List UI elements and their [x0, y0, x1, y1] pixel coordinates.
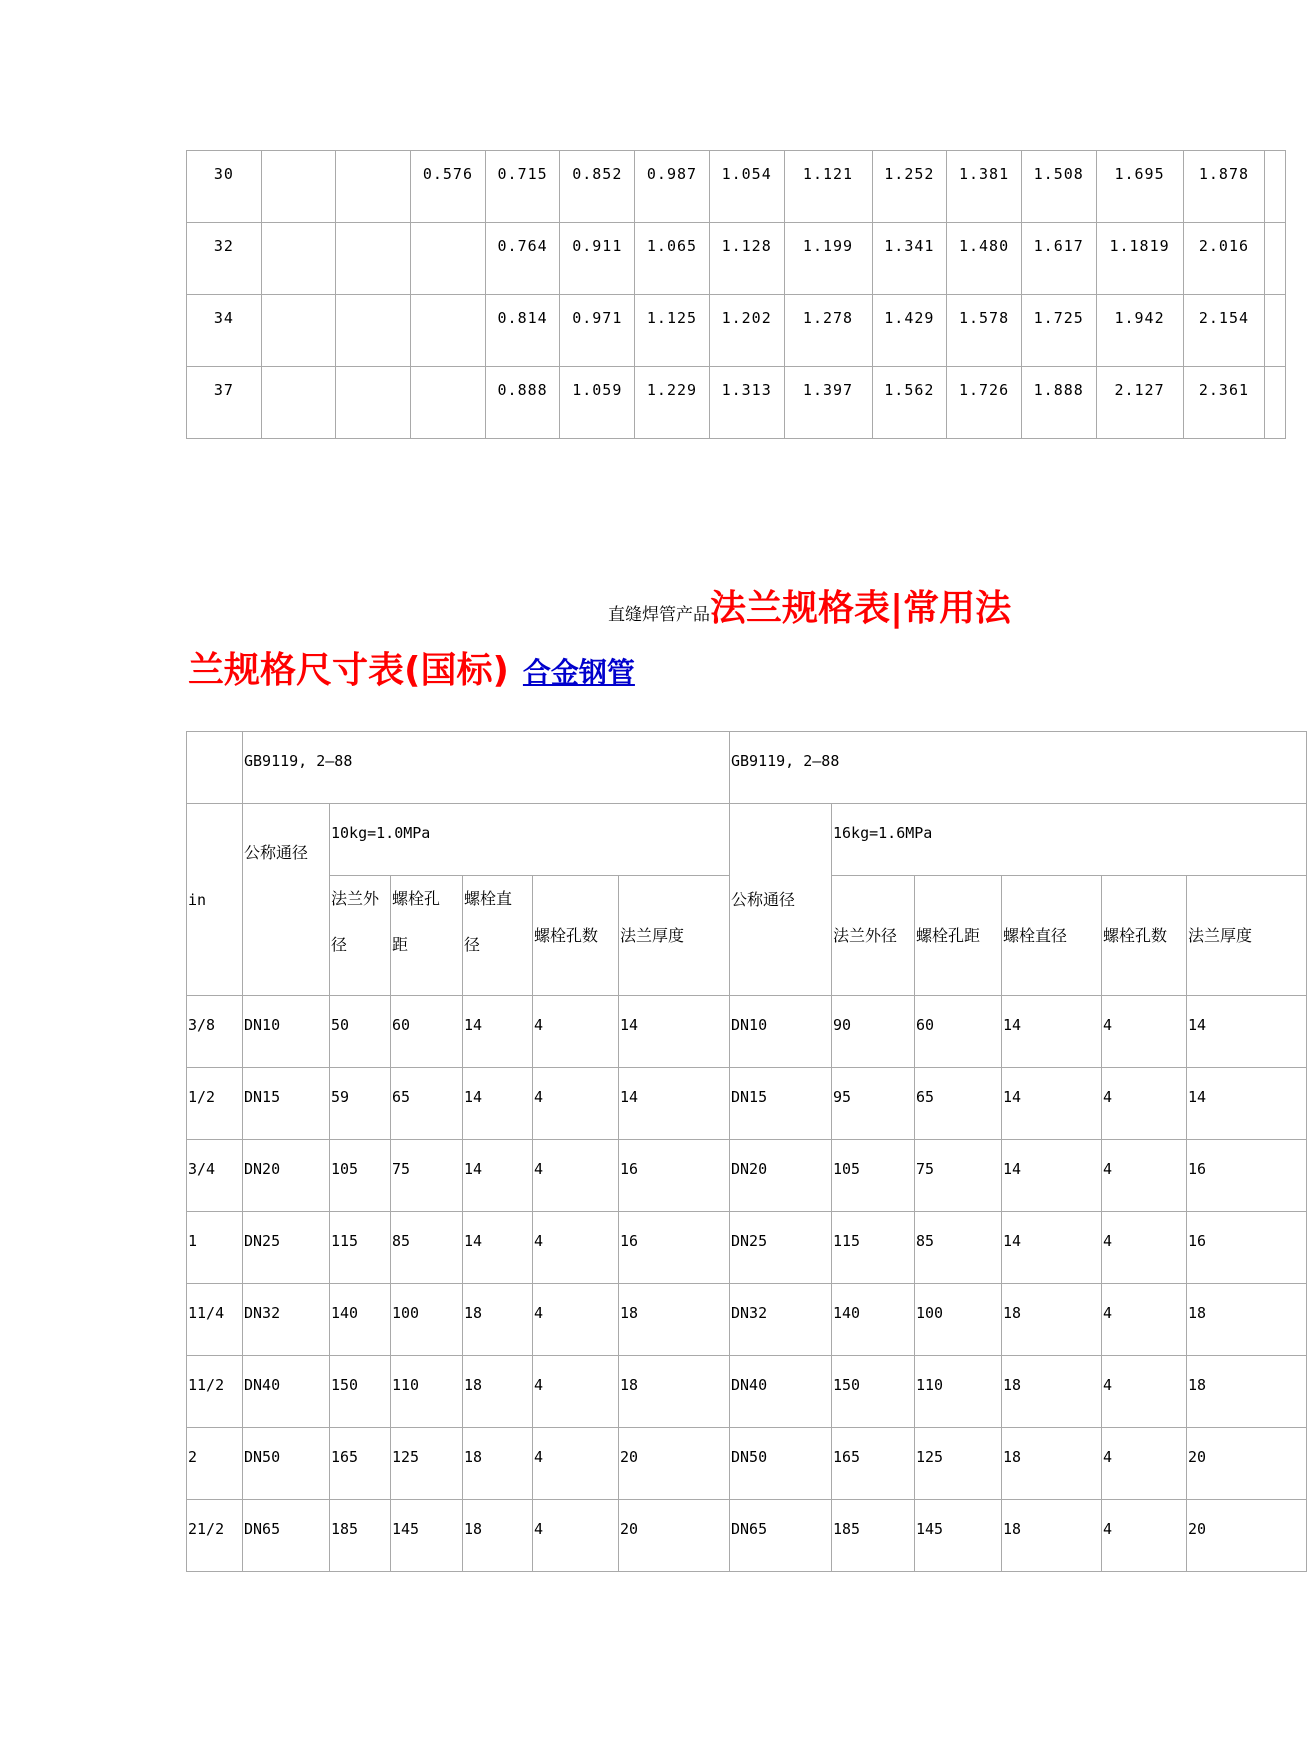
table-cell: DN25: [243, 1212, 330, 1284]
table-cell: 4: [533, 996, 619, 1068]
value-cell: [1265, 151, 1286, 223]
value-cell: 1.397: [784, 367, 872, 439]
table-cell: 95: [832, 1068, 915, 1140]
header-bolt-dia-right: 螺栓直径: [1002, 876, 1102, 996]
table-cell: 115: [832, 1212, 915, 1284]
table-cell: 14: [1002, 1140, 1102, 1212]
nominal-header-right: 公称通径: [730, 804, 832, 996]
table-cell: DN32: [243, 1284, 330, 1356]
title-line-1: [608, 580, 1011, 631]
value-cell: [411, 367, 486, 439]
value-cell: 0.764: [485, 223, 560, 295]
value-cell: 1.695: [1096, 151, 1183, 223]
size-cell: 32: [187, 223, 262, 295]
value-cell: 0.852: [560, 151, 635, 223]
table-cell: DN65: [243, 1500, 330, 1572]
table-cell: DN40: [730, 1356, 832, 1428]
table-row: [187, 1068, 1307, 1140]
flange-spec-table-wrapper: [186, 731, 1253, 1581]
table-cell: DN15: [243, 1068, 330, 1140]
table-cell: 20: [619, 1500, 730, 1572]
table-cell: 65: [915, 1068, 1002, 1140]
value-cell: 1.121: [784, 151, 872, 223]
table-cell: 85: [391, 1212, 463, 1284]
table-cell: 14: [1002, 996, 1102, 1068]
table-cell: 4: [533, 1140, 619, 1212]
value-cell: 1.065: [635, 223, 710, 295]
table-row: [187, 996, 1307, 1068]
in-header: in: [187, 804, 243, 996]
value-cell: 1.480: [947, 223, 1022, 295]
table-cell: DN65: [730, 1500, 832, 1572]
table-cell: 14: [463, 1068, 533, 1140]
table-cell: 4: [1102, 1428, 1187, 1500]
table-cell: DN15: [730, 1068, 832, 1140]
table-cell: 3/8: [187, 996, 243, 1068]
corner-cell: [187, 732, 243, 804]
table-cell: 14: [1002, 1212, 1102, 1284]
value-cell: 2.127: [1096, 367, 1183, 439]
table-cell: DN20: [243, 1140, 330, 1212]
value-cell: 1.508: [1021, 151, 1096, 223]
value-cell: 0.888: [485, 367, 560, 439]
header-bolt-count-right: 螺栓孔数: [1102, 876, 1187, 996]
table-cell: 4: [533, 1500, 619, 1572]
table-cell: 50: [330, 996, 391, 1068]
page-title-part1: 法兰规格表|常用法: [710, 588, 1012, 629]
value-cell: 1.128: [709, 223, 784, 295]
flange-spec-table: [186, 731, 1307, 1572]
table-row: [187, 1140, 1307, 1212]
table-cell: 59: [330, 1068, 391, 1140]
table-cell: 4: [533, 1356, 619, 1428]
value-cell: 1.054: [709, 151, 784, 223]
header-bolt-pitch-right: 螺栓孔距: [915, 876, 1002, 996]
table-cell: 90: [832, 996, 915, 1068]
table-cell: 4: [533, 1212, 619, 1284]
value-cell: 1.942: [1096, 295, 1183, 367]
wall-thickness-table: [186, 150, 1286, 439]
table-cell: 4: [1102, 996, 1187, 1068]
value-cell: [1265, 223, 1286, 295]
table-cell: 14: [619, 1068, 730, 1140]
table-cell: 18: [1187, 1356, 1307, 1428]
table-cell: 18: [1002, 1428, 1102, 1500]
table-cell: 1/2: [187, 1068, 243, 1140]
value-cell: [261, 295, 336, 367]
value-cell: 1.429: [872, 295, 947, 367]
table-cell: 60: [915, 996, 1002, 1068]
table-cell: DN40: [243, 1356, 330, 1428]
table-cell: 1: [187, 1212, 243, 1284]
table-cell: 105: [330, 1140, 391, 1212]
value-cell: [411, 223, 486, 295]
table-row: [187, 1500, 1307, 1572]
table-cell: 14: [1002, 1068, 1102, 1140]
table-cell: 18: [1002, 1284, 1102, 1356]
table-cell: 185: [832, 1500, 915, 1572]
table-cell: 18: [463, 1500, 533, 1572]
pressure-header-row: [187, 804, 1307, 876]
table-cell: 14: [1187, 1068, 1307, 1140]
table-row: [187, 1212, 1307, 1284]
header-flange-od-left: 法兰外径: [330, 876, 391, 996]
value-cell: [411, 295, 486, 367]
table-cell: DN25: [730, 1212, 832, 1284]
value-cell: 1.229: [635, 367, 710, 439]
table-cell: 18: [463, 1284, 533, 1356]
table-cell: 100: [391, 1284, 463, 1356]
value-cell: [336, 151, 411, 223]
header-flange-thk-right: 法兰厚度: [1187, 876, 1307, 996]
table-cell: 16: [1187, 1212, 1307, 1284]
header-bolt-count-left: 螺栓孔数: [533, 876, 619, 996]
table-cell: 20: [619, 1428, 730, 1500]
value-cell: [261, 367, 336, 439]
table-cell: 140: [832, 1284, 915, 1356]
table-cell: DN10: [243, 996, 330, 1068]
value-cell: 2.361: [1183, 367, 1265, 439]
table-cell: 125: [915, 1428, 1002, 1500]
table-row: [187, 1428, 1307, 1500]
table-row: [187, 223, 1286, 295]
table-cell: 14: [463, 1140, 533, 1212]
size-cell: 30: [187, 151, 262, 223]
table-cell: 110: [391, 1356, 463, 1428]
table-cell: DN10: [730, 996, 832, 1068]
table-cell: 11/4: [187, 1284, 243, 1356]
nominal-header-left: 公称通径: [243, 804, 330, 996]
wall-thickness-table-wrapper: [186, 150, 1250, 446]
table-cell: 140: [330, 1284, 391, 1356]
header-flange-od-right: 法兰外径: [832, 876, 915, 996]
table-cell: 18: [1002, 1356, 1102, 1428]
table-cell: 21/2: [187, 1500, 243, 1572]
alloy-steel-pipe-link[interactable]: 合金钢管: [522, 656, 635, 689]
value-cell: 1.125: [635, 295, 710, 367]
table-cell: 11/2: [187, 1356, 243, 1428]
standard-header-row: [187, 732, 1307, 804]
value-cell: 1.278: [784, 295, 872, 367]
header-bolt-pitch-left: 螺栓孔距: [391, 876, 463, 996]
value-cell: 0.911: [560, 223, 635, 295]
table-cell: 4: [1102, 1068, 1187, 1140]
value-cell: 1.578: [947, 295, 1022, 367]
table-cell: 16: [1187, 1140, 1307, 1212]
value-cell: 1.562: [872, 367, 947, 439]
table-cell: 110: [915, 1356, 1002, 1428]
table-cell: 20: [1187, 1500, 1307, 1572]
table-cell: 145: [391, 1500, 463, 1572]
value-cell: 1.059: [560, 367, 635, 439]
value-cell: [261, 151, 336, 223]
table-cell: 65: [391, 1068, 463, 1140]
table-cell: 2: [187, 1428, 243, 1500]
table-row: [187, 367, 1286, 439]
table-cell: 165: [330, 1428, 391, 1500]
standard-left: GB9119, 2—88: [243, 732, 730, 804]
table-cell: 14: [463, 1212, 533, 1284]
value-cell: 1.888: [1021, 367, 1096, 439]
table-cell: DN50: [243, 1428, 330, 1500]
value-cell: 0.987: [635, 151, 710, 223]
table-cell: 85: [915, 1212, 1002, 1284]
table-cell: 20: [1187, 1428, 1307, 1500]
value-cell: [1265, 295, 1286, 367]
table-cell: 18: [619, 1356, 730, 1428]
value-cell: [336, 295, 411, 367]
value-cell: 1.1819: [1096, 223, 1183, 295]
value-cell: 0.715: [485, 151, 560, 223]
table-cell: 4: [533, 1284, 619, 1356]
table-cell: 115: [330, 1212, 391, 1284]
table-cell: 4: [533, 1068, 619, 1140]
title-prefix: 直缝焊管产品: [608, 605, 710, 625]
pressure-left: 10kg=1.0MPa: [330, 804, 730, 876]
table-cell: 4: [1102, 1140, 1187, 1212]
table-row: [187, 1284, 1307, 1356]
table-cell: 18: [1187, 1284, 1307, 1356]
table-cell: 16: [619, 1212, 730, 1284]
value-cell: 0.814: [485, 295, 560, 367]
table-row: [187, 295, 1286, 367]
value-cell: 0.971: [560, 295, 635, 367]
table-cell: 100: [915, 1284, 1002, 1356]
value-cell: [336, 223, 411, 295]
value-cell: 1.202: [709, 295, 784, 367]
table-cell: 18: [1002, 1500, 1102, 1572]
value-cell: 1.199: [784, 223, 872, 295]
table-cell: DN32: [730, 1284, 832, 1356]
table-cell: 125: [391, 1428, 463, 1500]
table-cell: 60: [391, 996, 463, 1068]
value-cell: 1.313: [709, 367, 784, 439]
value-cell: 1.617: [1021, 223, 1096, 295]
table-cell: 4: [1102, 1212, 1187, 1284]
table-cell: 16: [619, 1140, 730, 1212]
table-cell: 165: [832, 1428, 915, 1500]
table-row: [187, 1356, 1307, 1428]
table-cell: 105: [832, 1140, 915, 1212]
table-cell: 18: [463, 1356, 533, 1428]
header-flange-thk-left: 法兰厚度: [619, 876, 730, 996]
title-line-2: [188, 642, 635, 693]
table-cell: 75: [391, 1140, 463, 1212]
table-cell: DN50: [730, 1428, 832, 1500]
header-bolt-dia-left: 螺栓直径: [463, 876, 533, 996]
value-cell: 2.154: [1183, 295, 1265, 367]
table-cell: 75: [915, 1140, 1002, 1212]
value-cell: 1.725: [1021, 295, 1096, 367]
size-cell: 37: [187, 367, 262, 439]
table-cell: 150: [832, 1356, 915, 1428]
value-cell: 0.576: [411, 151, 486, 223]
table-cell: 185: [330, 1500, 391, 1572]
table-cell: 14: [619, 996, 730, 1068]
table-cell: 150: [330, 1356, 391, 1428]
table-cell: 18: [619, 1284, 730, 1356]
value-cell: 1.341: [872, 223, 947, 295]
value-cell: 1.726: [947, 367, 1022, 439]
pressure-right: 16kg=1.6MPa: [832, 804, 1307, 876]
value-cell: 1.381: [947, 151, 1022, 223]
table-cell: 3/4: [187, 1140, 243, 1212]
table-cell: 4: [1102, 1284, 1187, 1356]
table-cell: 14: [463, 996, 533, 1068]
table-cell: 4: [1102, 1356, 1187, 1428]
table-cell: 4: [533, 1428, 619, 1500]
page-title-part2: 兰规格尺寸表(国标): [188, 650, 509, 691]
table-cell: 145: [915, 1500, 1002, 1572]
table-cell: 4: [1102, 1500, 1187, 1572]
value-cell: 1.252: [872, 151, 947, 223]
value-cell: [336, 367, 411, 439]
value-cell: [1265, 367, 1286, 439]
table-row: [187, 151, 1286, 223]
value-cell: 1.878: [1183, 151, 1265, 223]
table-cell: 14: [1187, 996, 1307, 1068]
table-cell: DN20: [730, 1140, 832, 1212]
table-cell: 18: [463, 1428, 533, 1500]
standard-right: GB9119, 2—88: [730, 732, 1307, 804]
size-cell: 34: [187, 295, 262, 367]
value-cell: 2.016: [1183, 223, 1265, 295]
value-cell: [261, 223, 336, 295]
